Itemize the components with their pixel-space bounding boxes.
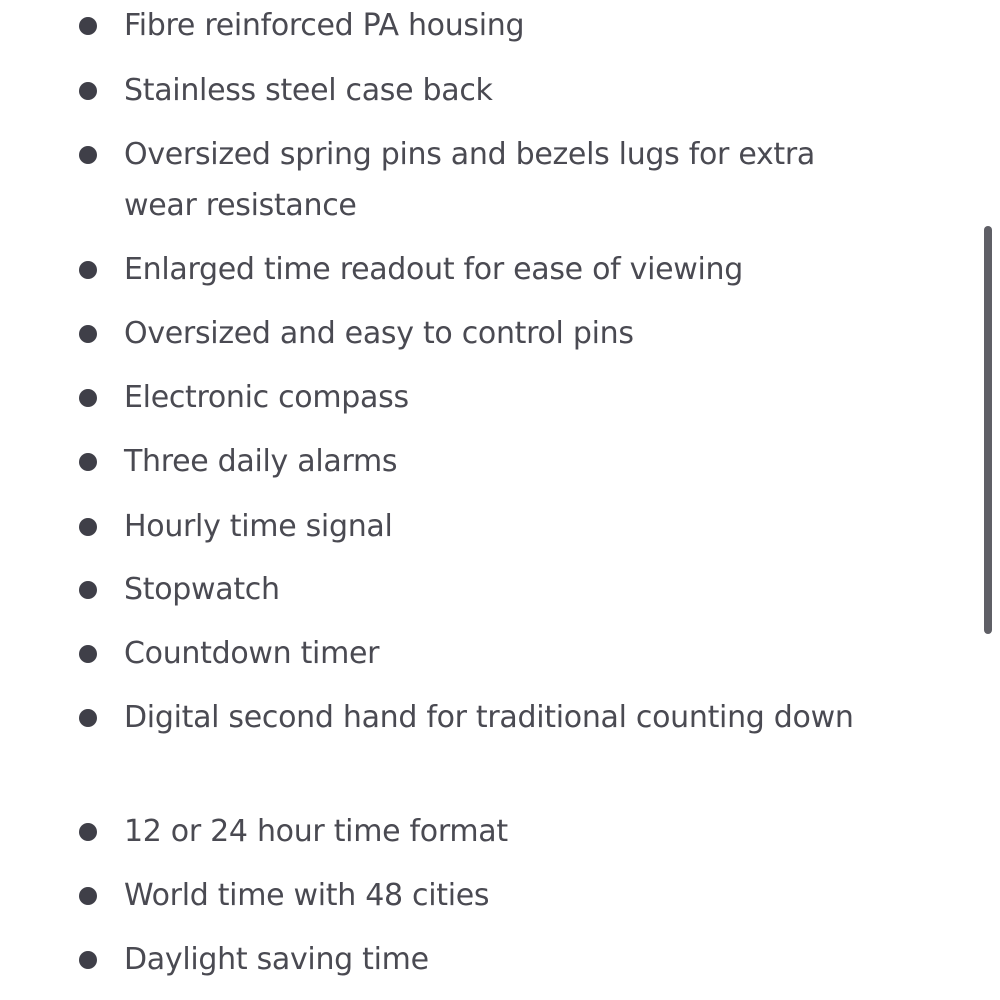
bullet-dot-icon bbox=[79, 389, 97, 407]
list-item-label: Digital second hand for traditional counting down bbox=[124, 700, 854, 735]
list-item-label: Countdown timer bbox=[124, 636, 380, 671]
bullet-dot-icon bbox=[79, 951, 97, 969]
bullet-dot-icon bbox=[79, 325, 97, 343]
list-item-label: Enlarged time readout for ease of viewing bbox=[124, 252, 743, 287]
bullet-dot-icon bbox=[79, 823, 97, 841]
list-item-label: Electronic compass bbox=[124, 380, 409, 415]
bullet-dot-icon bbox=[79, 709, 97, 727]
bullet-dot-icon bbox=[79, 645, 97, 663]
bullet-dot-icon bbox=[79, 146, 97, 164]
bullet-dot-icon bbox=[79, 17, 97, 35]
scrollbar-thumb[interactable] bbox=[984, 226, 992, 634]
list-item-label: Three daily alarms bbox=[124, 444, 398, 479]
bullet-dot-icon bbox=[79, 453, 97, 471]
bullet-dot-icon bbox=[79, 82, 97, 100]
list-item-label: Stopwatch bbox=[124, 572, 280, 607]
list-item-label: Hourly time signal bbox=[124, 509, 393, 544]
bullet-dot-icon bbox=[79, 581, 97, 599]
list-item-label: Oversized and easy to control pins bbox=[124, 316, 634, 351]
list-item-label: 12 or 24 hour time format bbox=[124, 814, 508, 849]
bullet-dot-icon bbox=[79, 261, 97, 279]
list-item-label: Oversized spring pins and bezels lugs for extra wear resistance bbox=[124, 137, 815, 223]
list-item-label: Fibre reinforced PA housing bbox=[124, 8, 525, 43]
list-item-label: Stainless steel case back bbox=[124, 73, 493, 108]
list-item-label: Daylight saving time bbox=[124, 942, 429, 977]
bullet-dot-icon bbox=[79, 887, 97, 905]
list-item-label: World time with 48 cities bbox=[124, 878, 490, 913]
bullet-dot-icon bbox=[79, 518, 97, 536]
